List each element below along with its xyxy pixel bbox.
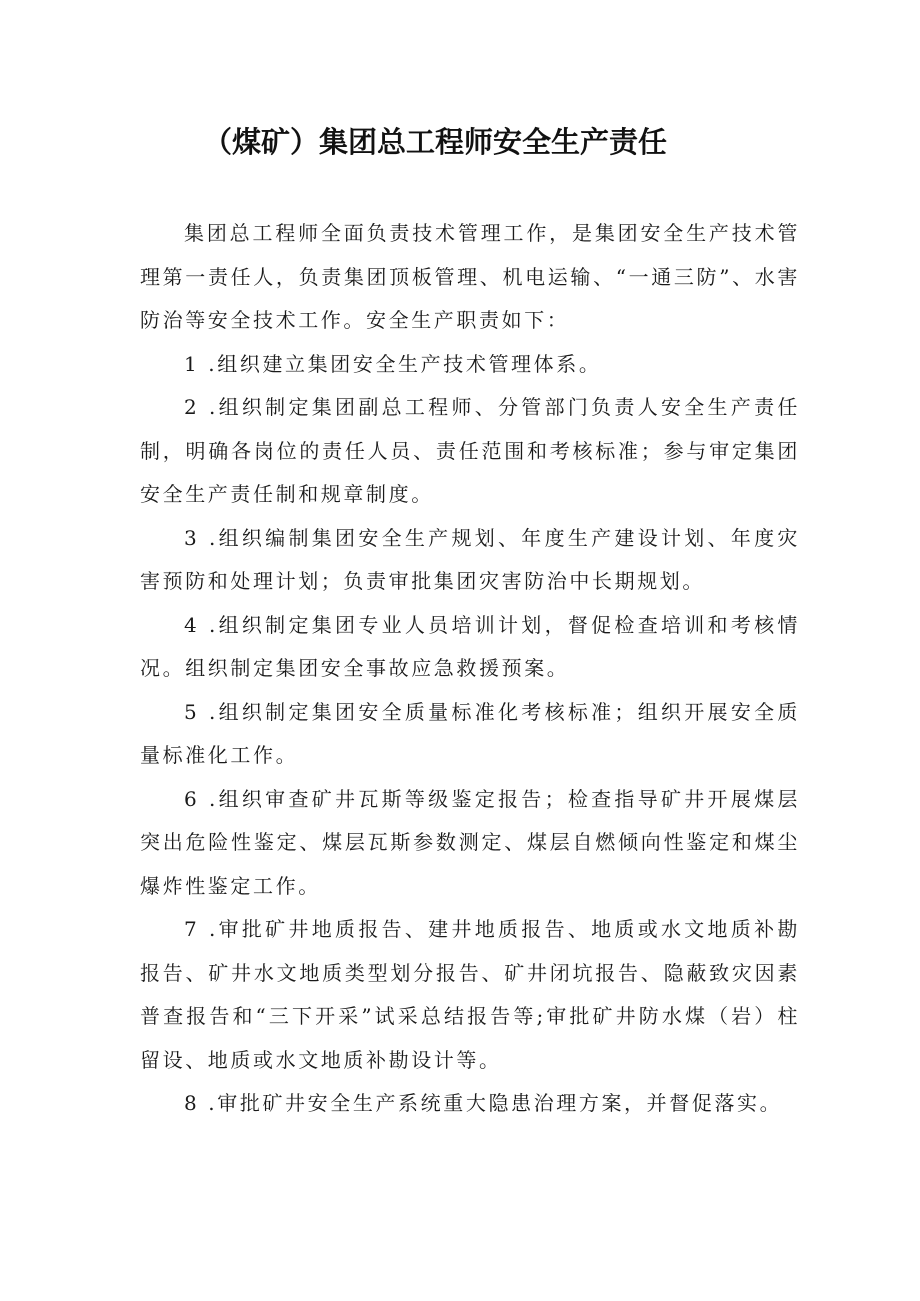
duty-item-number: 2 xyxy=(184,395,200,419)
duty-item-number: 3 xyxy=(184,525,200,550)
duty-item-text: 审批矿井安全生产系统重大隐患治理方案，并督促落实。 xyxy=(217,1091,783,1115)
duty-item-number: 7 xyxy=(184,917,200,941)
duty-item-2: 2 .组织制定集团副总工程师、分管部门负责人安全生产责任制，明确各岗位的责任人员、责任范围和考核标准；参与审定集团安全生产责任制和规章制度。 xyxy=(140,395,801,506)
duty-item-8: 8 .审批矿井安全生产系统重大隐患治理方案，并督促落实。 xyxy=(184,1091,783,1115)
duty-item-number: 6 xyxy=(184,786,200,811)
duty-item-text: 审批矿井地质报告、建井地质报告、地质或水文地质补勘报告、矿井水文地质类型划分报告、矿井闭坑报告、隐蔽致灾因素普查报告和“三下开采”试采总结报告等;审批矿井防水煤（岩）柱留设、地质或水文地质补勘设计等。 xyxy=(140,917,801,1072)
document-title: （煤矿）集团总工程师安全生产责任 xyxy=(202,125,667,159)
duty-item-4: 4 .组织制定集团专业人员培训计划，督促检查培训和考核情况。组织制定集团安全事故应急救援预案。 xyxy=(140,612,801,680)
document-body xyxy=(140,212,800,1126)
duty-item-5: 5 .组织制定集团安全质量标准化考核标准；组织开展安全质量标准化工作。 xyxy=(140,699,801,767)
duty-item-3: 3 .组织编制集团安全生产规划、年度生产建设计划、年度灾害预防和处理计划；负责审批集团灾害防治中长期规划。 xyxy=(140,525,801,593)
duty-item-text: 组织制定集团专业人员培训计划，督促检查培训和考核情况。组织制定集团安全事故应急救援预案。 xyxy=(140,612,801,680)
duty-item-1: 1 .组织建立集团安全生产技术管理体系。 xyxy=(184,351,602,376)
duty-item-number: 8 xyxy=(184,1091,200,1115)
duty-item-6: 6 .组织审查矿井瓦斯等级鉴定报告；检查指导矿井开展煤层突出危险性鉴定、煤层瓦斯参数测定、煤层自燃倾向性鉴定和煤尘爆炸性鉴定工作。 xyxy=(140,786,801,898)
duty-item-number: 5 xyxy=(184,699,200,724)
intro-paragraph: 集团总工程师全面负责技术管理工作，是集团安全生产技术管理第一责任人，负责集团顶板管理、机电运输、“一通三防”、水害防治等安全技术工作。安全生产职责如下： xyxy=(140,221,800,332)
duty-item-text: 组织审查矿井瓦斯等级鉴定报告；检查指导矿井开展煤层突出危险性鉴定、煤层瓦斯参数测定、煤层自燃倾向性鉴定和煤尘爆炸性鉴定工作。 xyxy=(140,786,801,898)
duty-item-7: 7 .审批矿井地质报告、建井地质报告、地质或水文地质补勘报告、矿井水文地质类型划分报告、矿井闭坑报告、隐蔽致灾因素普查报告和“三下开采”试采总结报告等;审批矿井防水煤（岩）柱留设、地质或水文地质补勘设计等。 xyxy=(140,917,801,1072)
duty-item-text: 组织编制集团安全生产规划、年度生产建设计划、年度灾害预防和处理计划；负责审批集团灾害防治中长期规划。 xyxy=(140,525,801,593)
duty-item-number: 4 xyxy=(184,612,200,637)
duty-item-text: 组织制定集团安全质量标准化考核标准；组织开展安全质量标准化工作。 xyxy=(140,699,801,767)
duty-item-text: 组织建立集团安全生产技术管理体系。 xyxy=(217,351,602,376)
duty-item-text: 组织制定集团副总工程师、分管部门负责人安全生产责任制，明确各岗位的责任人员、责任范围和考核标准；参与审定集团安全生产责任制和规章制度。 xyxy=(140,395,801,506)
duty-item-number: 1 xyxy=(184,351,200,376)
